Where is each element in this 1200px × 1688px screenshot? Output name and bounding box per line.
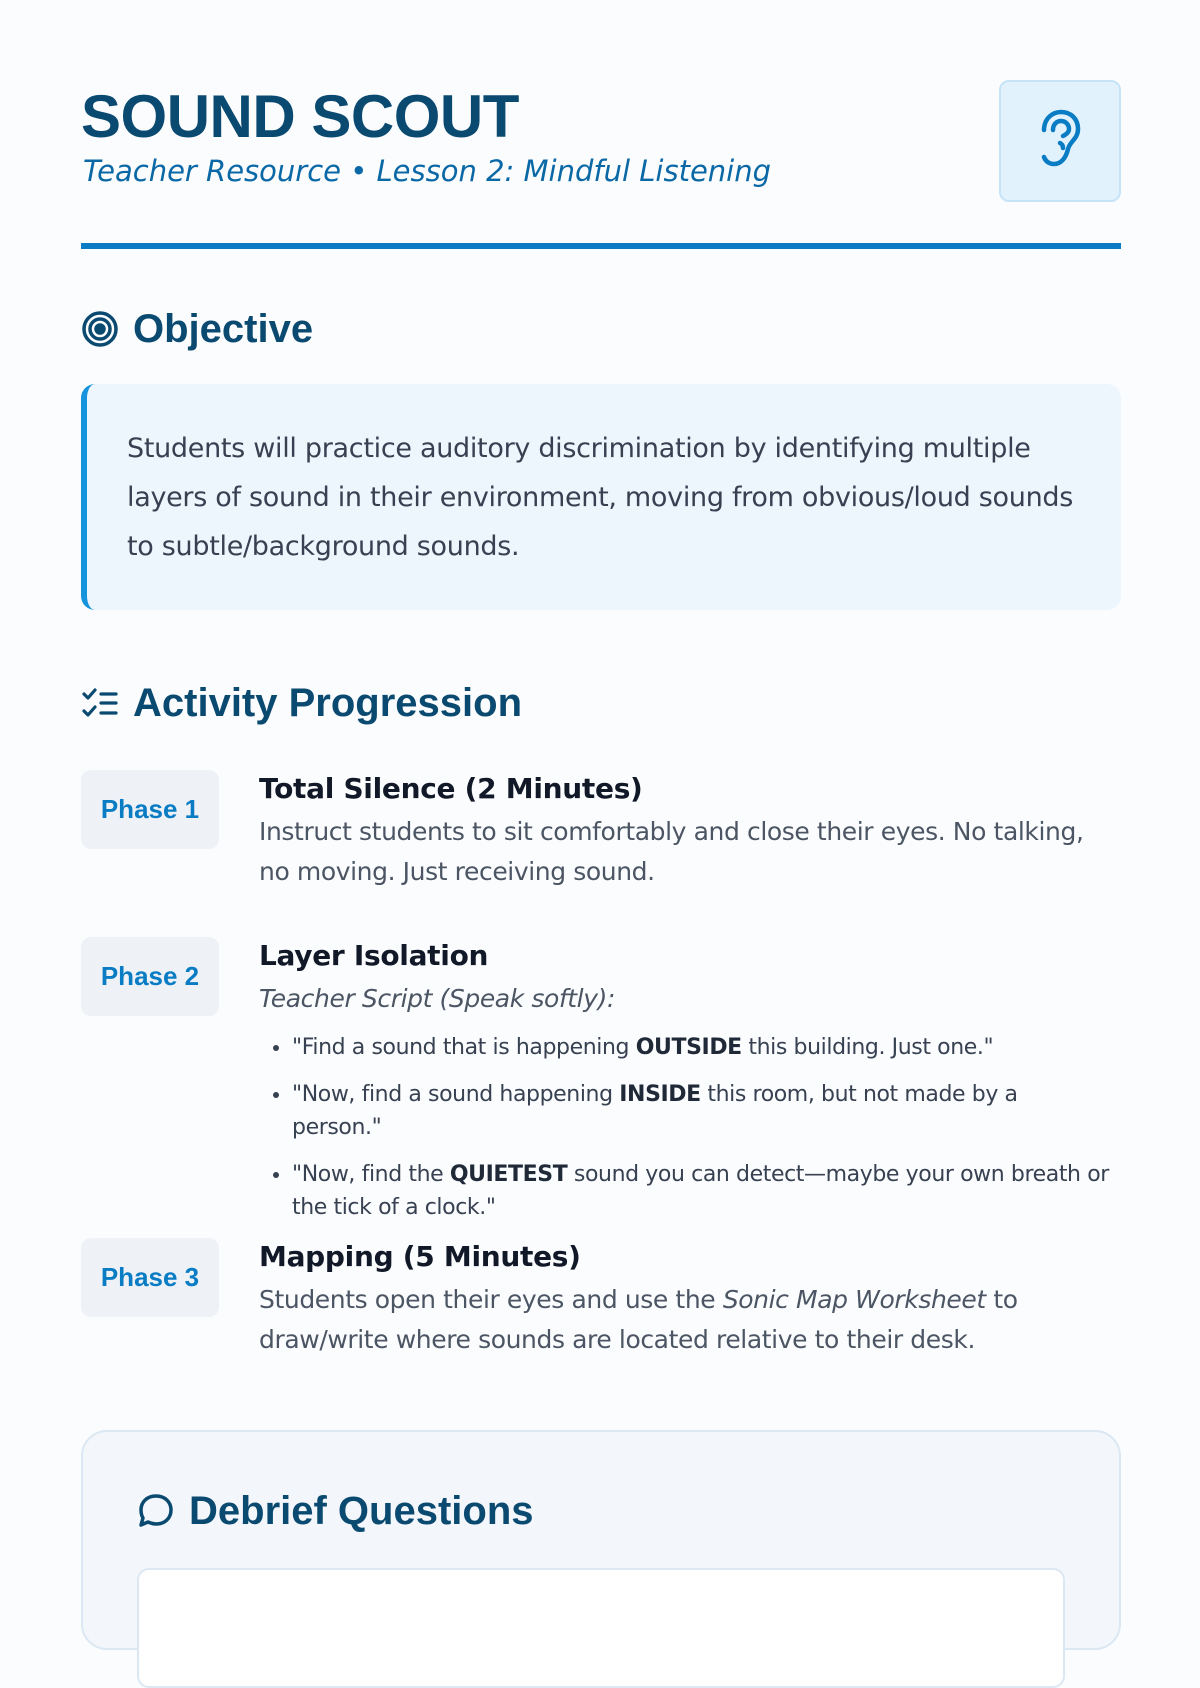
phase-text: Instruct students to sit comfortably and close their eyes. No talking, no moving. Just receiving sound. [259,817,1084,886]
phase-badge: Phase 2 [81,937,219,1016]
debrief-card [81,1430,1121,1650]
activity-heading [81,680,522,726]
header-divider [81,243,1121,249]
phase-badge: Phase 1 [81,770,219,849]
phase-title: Total Silence (2 Minutes) [259,772,643,805]
teacher-script-list [259,1031,1109,1224]
header [81,80,1121,250]
speech-bubble-icon [137,1492,175,1530]
target-icon [81,310,119,348]
worksheet-name: Sonic Map Worksheet [722,1285,986,1314]
activity-heading-text: Activity Progression [133,681,523,725]
emphasis: OUTSIDE [635,1035,742,1060]
ear-icon-box [999,80,1121,202]
phase-body [259,937,1109,1238]
debrief-heading-text: Debrief Questions [189,1489,534,1533]
objective-box [81,384,1121,610]
list-item: • "Now, find a sound happening INSIDE this room, but not made by a person." [292,1078,1109,1144]
phase-badge: Phase 3 [81,1238,219,1317]
list-item: • "Find a sound that is happening OUTSIDE this building. Just one." [292,1031,1109,1064]
debrief-question-card [137,1568,1065,1688]
objective-heading-text: Objective [133,307,314,351]
phase-body [259,770,1109,892]
objective-text: Students will practice auditory discrimination by identifying multiple layers of sound in their environment, moving from obvious/loud sounds to subtle/background sounds. [127,433,1073,562]
checklist-icon [81,684,119,722]
phase-text: Students open their eyes and use the Sonic Map Worksheet to draw/write where sounds are located relative to their desk. [259,1285,1018,1354]
ear-icon [1036,108,1084,174]
debrief-heading [137,1488,534,1534]
phase-title: Mapping (5 Minutes) [259,1240,581,1273]
phase-body [259,1238,1109,1360]
emphasis: INSIDE [619,1082,701,1107]
objective-heading [81,306,313,352]
emphasis: QUIETEST [449,1162,568,1187]
page-subtitle: Teacher Resource • Lesson 2: Mindful Listening [83,154,772,188]
phase-title: Layer Isolation [259,939,489,972]
teacher-script-label: Teacher Script (Speak softly): [259,984,615,1013]
page-title: SOUND SCOUT [81,83,519,150]
list-item: • "Now, find the QUIETEST sound you can detect—maybe your own breath or the tick of a clock." [292,1158,1109,1224]
